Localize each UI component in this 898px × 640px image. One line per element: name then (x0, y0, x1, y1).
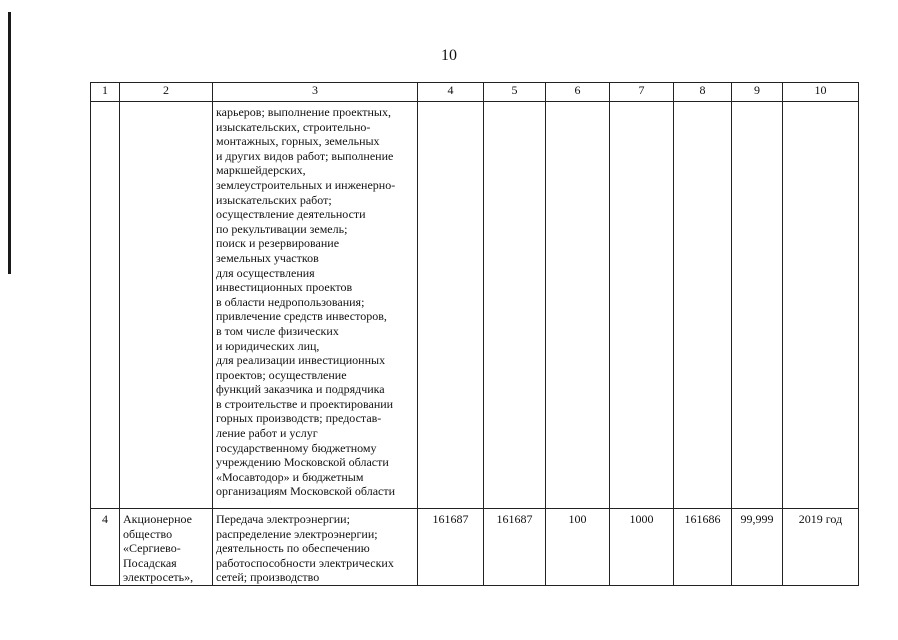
value-col6 (546, 102, 609, 105)
table-cell (674, 102, 732, 509)
value-col5: 161687 (496, 512, 533, 526)
table-cell (213, 509, 418, 586)
organization-name (120, 102, 212, 105)
value-col8 (674, 102, 731, 105)
value-col8: 161686 (684, 512, 721, 526)
table-cell (783, 102, 859, 509)
column-header: 9 (732, 83, 783, 102)
column-header: 3 (213, 83, 418, 102)
value-col4 (418, 102, 483, 105)
value-col5 (484, 102, 545, 105)
table-cell (484, 509, 546, 586)
table-cell (610, 102, 674, 509)
page-number: 10 (441, 47, 457, 64)
value-col7: 1000 (629, 512, 654, 526)
value-col4: 161687 (432, 512, 469, 526)
row-number (91, 102, 119, 105)
table-cell (546, 509, 610, 586)
table-row (91, 102, 859, 509)
table-cell (418, 102, 484, 509)
column-header: 4 (418, 83, 484, 102)
table-cell (91, 509, 120, 586)
table-cell (783, 509, 859, 586)
table-cell (610, 509, 674, 586)
table-cell (546, 102, 610, 509)
column-header: 10 (783, 83, 859, 102)
value-col9: 99,999 (740, 512, 774, 526)
table-header-row (91, 83, 859, 102)
table-cell (732, 102, 783, 509)
value-col6: 100 (568, 512, 587, 526)
activity-description: Передача электроэнергии; распределение электроэнергии; деятельность по обеспечению работоспособности электрических сетей; производство (216, 512, 394, 585)
table-cell (674, 509, 732, 586)
column-header: 7 (610, 83, 674, 102)
table-cell (484, 102, 546, 509)
table-cell (91, 102, 120, 509)
value-col10 (783, 102, 858, 105)
organization-name: Акционерное общество «Сергиево- Посадская электросеть», (123, 512, 194, 585)
value-col10: 2019 год (798, 512, 843, 526)
table-cell (213, 102, 418, 509)
activity-description: карьеров; выполнение проектных, изыскательских, строительно- монтажных, горных, земельных и других видов работ; выполнение маркшейдерских, землеустроительных и инженерно- изыскательских работ; осуществление деятельности по рекультивации земель; поиск и резервирование земельных участков для осуществления инвестиционных проектов в области недропользования; привлечение средств инвесторов, в том числе физических и юридических лиц, для реализации инвестиционных проектов; осуществление функций заказчика и подрядчика в строительстве и проектировании горных производств; предостав- ление работ и услуг государственному бюджетному учреждению Московской области «Мосавтодор» и бюджетным организациям Московской области (216, 105, 396, 499)
table-cell (120, 102, 213, 509)
column-header: 2 (120, 83, 213, 102)
column-header: 8 (674, 83, 732, 102)
value-col9 (732, 102, 782, 105)
table-cell (732, 509, 783, 586)
column-header: 6 (546, 83, 610, 102)
column-header: 5 (484, 83, 546, 102)
table-cell (120, 509, 213, 586)
table-row (91, 509, 859, 586)
table-cell (418, 509, 484, 586)
value-col7 (610, 102, 673, 105)
data-table (90, 82, 859, 586)
column-header: 1 (91, 83, 120, 102)
row-number: 4 (102, 512, 108, 526)
